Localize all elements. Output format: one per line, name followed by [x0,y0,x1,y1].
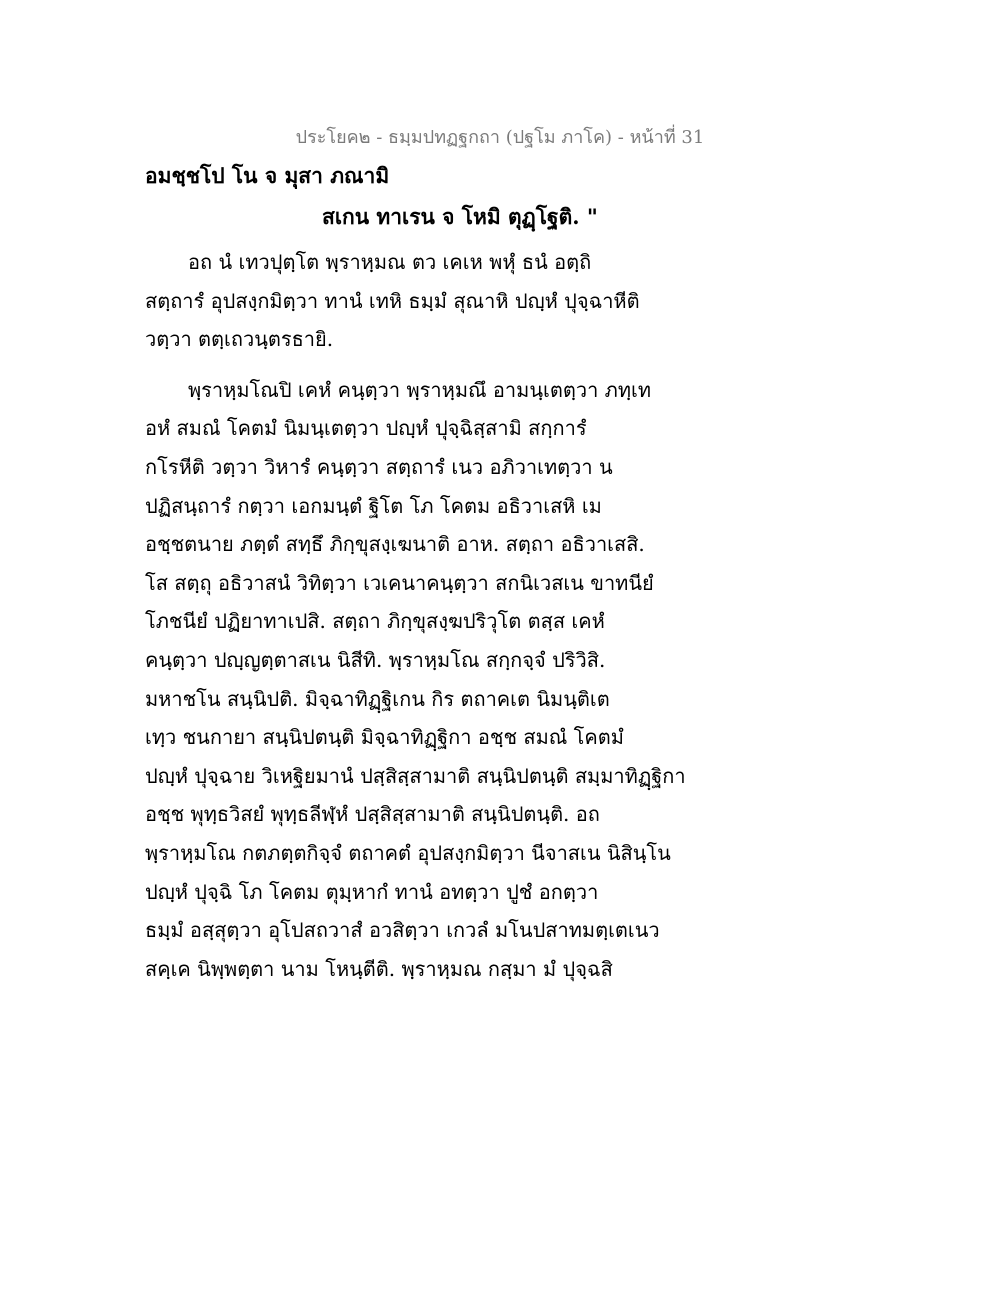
verse-line-2: สเกน ทาเรน จ โหมิ ตุฏฺโฐติ. " [322,204,598,229]
text-line: อชฺชตนาย ภตฺตํ สทฺธึ ภิกฺขุสงฺเฆนาติ อาห. สตฺถา อธิวาเสสิ. [145,532,645,557]
text-line: สคฺเค นิพฺพตฺตา นาม โหนฺตีติ. พฺราหฺมณ กสฺมา มํ ปุจฺฉสิ [145,956,613,981]
text-line: สตฺถารํ อุปสงฺกมิตฺวา ทานํ เทหิ ธมฺมํ สุณาหิ ปญฺหํ ปุจฺฉาหีติ [145,288,640,313]
text-line: คนฺตฺวา ปญฺญตฺตาสเน นิสีทิ. พฺราหฺมโณ สกฺกจฺจํ ปริวิสิ. [145,647,606,672]
text-line: เทฺว ชนกายา สนฺนิปตนฺติ มิจฺฉาทิฏฺฐิกา อชฺช สมณํ โคตมํ [145,725,624,750]
text-line: กโรหีติ วตฺวา วิหารํ คนฺตฺวา สตฺถารํ เนว อภิวาเทตฺวา น [145,454,613,479]
text-line: มหาชโน สนฺนิปติ. มิจฺฉาทิฏฺฐิเกน กิร ตถาคเต นิมนฺติเต [145,686,610,711]
running-header [0,122,1000,151]
text-line: วตฺวา ตตฺเถวนฺตรธายิ. [145,327,334,352]
running-header-text: ประโยค๒ - ธมฺมปทฏฐกถา (ปฐโม ภาโค) - หน้าที่ 31 [295,127,705,148]
text-line: อชฺช พุทฺธวิสยํ พุทฺธลีฬฺหํ ปสฺสิสฺสามาติ สนฺนิปตนฺติ. อถ [145,802,600,827]
text-line: โส สตฺถุ อธิวาสนํ วิทิตฺวา เวเคนาคนฺตฺวา สกนิเวสเน ขาทนียํ [145,570,654,595]
text-line: อถ นํ เทวปุตฺโต พฺราหฺมณ ตว เคเห พหุํ ธนํ อตฺถิ [188,250,592,274]
text-line: พฺราหฺมโณ กตภตฺตกิจฺจํ ตถาคตํ อุปสงฺกมิตฺวา นีจาสเน นิสินฺโน [145,840,671,865]
text-line: ธมฺมํ อสฺสุตฺวา อุโปสถวาสํ อวสิตฺวา เกวลํ มโนปสาทมตฺเตเนว [145,918,660,943]
verse-line-1: อมชฺชโป โน จ มุสา ภณามิ [145,163,390,188]
text-line: ปญฺหํ ปุจฺฉาย วิเหฐิยมานํ ปสฺสิสฺสามาติ สนฺนิปตนฺติ สมฺมาทิฏฺฐิกา [145,763,686,788]
text-line: อหํ สมณํ โคตมํ นิมนฺเตตฺวา ปญฺหํ ปุจฺฉิสฺสามิ สกฺการํ [145,416,587,441]
body-text [145,243,865,988]
text-line: ปญฺหํ ปุจฺฉิ โภ โคตม ตุมฺหากํ ทานํ อทตฺวา ปูชํ อกตฺวา [145,879,599,904]
text-line: ปฏิสนฺถารํ กตฺวา เอกมนฺตํ ฐิโต โภ โคตม อธิวาเสหิ เม [145,493,602,518]
text-line: โภชนียํ ปฏิยาทาเปสิ. สตฺถา ภิกฺขุสงฺฆปริวุโต ตสฺส เคหํ [145,609,605,634]
text-line: พฺราหฺมโณปิ เคหํ คนฺตฺวา พฺราหฺมณึ อามนฺเตตฺวา ภทฺเท [188,377,652,402]
